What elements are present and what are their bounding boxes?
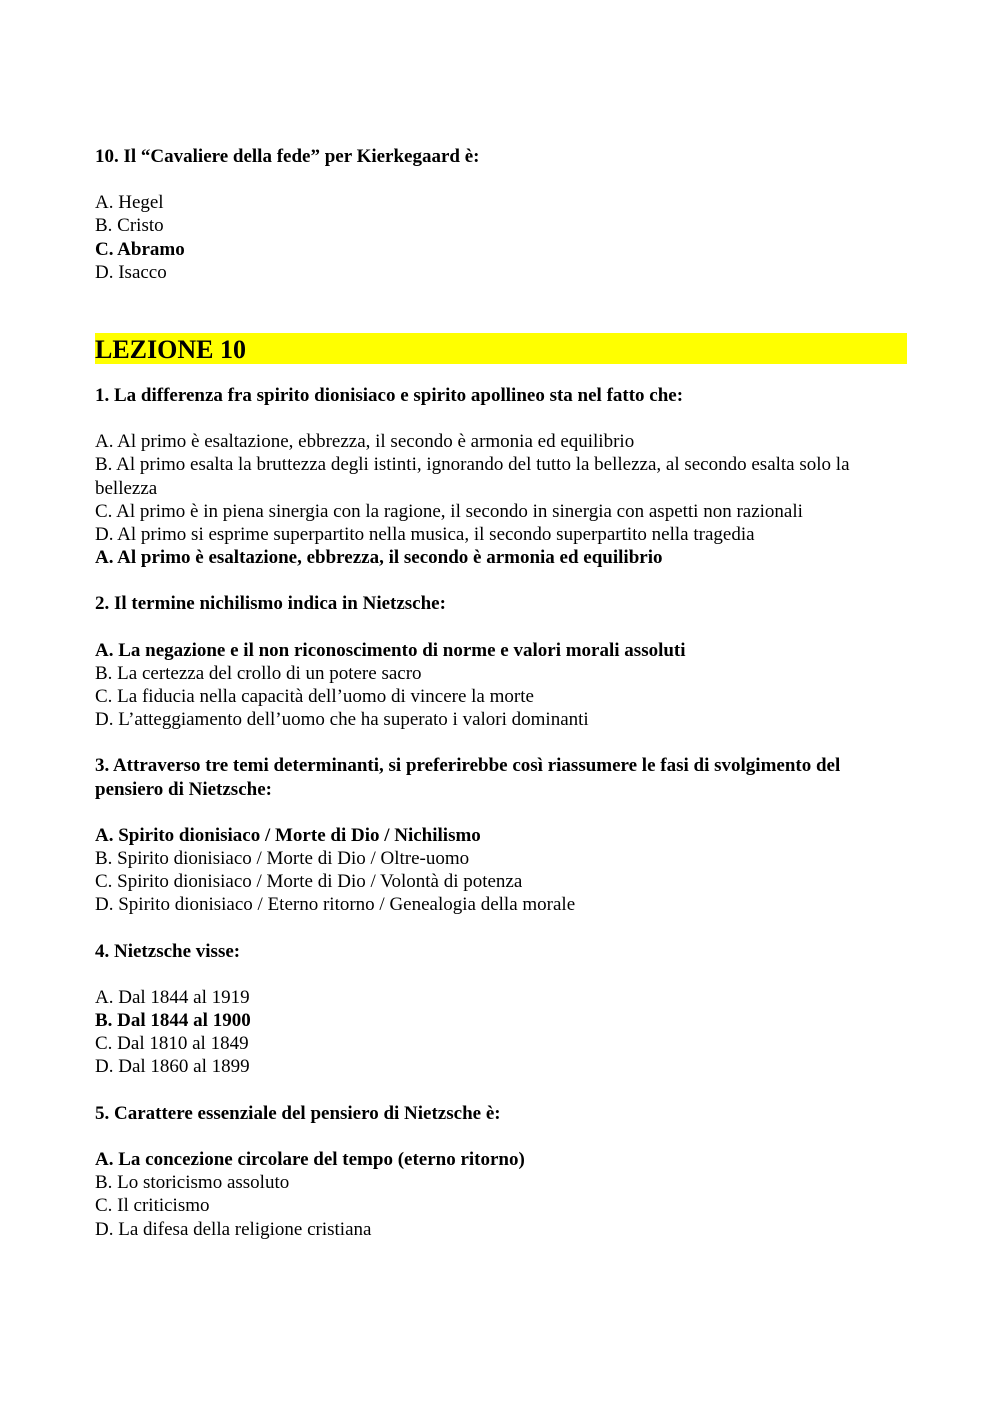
option-a-correct: A. La concezione circolare del tempo (eterno ritorno) [95,1148,525,1170]
question-10-kierkegaard: 10. Il “Cavaliere della fede” per Kierkegaard è: [95,146,480,167]
option-a: A. Al primo è esaltazione, ebbrezza, il secondo è armonia ed equilibrio [95,431,635,453]
option-a-correct: A. Spirito dionisiaco / Morte di Dio / Nichilismo [95,824,481,846]
option-c-correct: C. Abramo [95,238,185,260]
option-b-correct: B. Dal 1844 al 1900 [95,1010,251,1032]
option-b: B. La certezza del crollo di un potere sacro [95,662,422,684]
option-a: A. Hegel [95,192,164,214]
option-d: D. Isacco [95,261,167,283]
option-c: C. Spirito dionisiaco / Morte di Dio / Volontà di potenza [95,871,523,893]
option-b: B. Cristo [95,215,164,237]
correct-answer: A. Al primo è esaltazione, ebbrezza, il secondo è armonia ed equilibrio [95,547,663,569]
question-1: 1. La differenza fra spirito dionisiaco e spirito apollineo sta nel fatto che: [95,385,684,407]
option-b: B. Spirito dionisiaco / Morte di Dio / Oltre-uomo [95,848,470,870]
option-c: C. Dal 1810 al 1849 [95,1033,249,1055]
question-4-options [95,986,907,1079]
option-d: D. Al primo si esprime superpartito nella musica, il secondo superpartito nella tragedia [95,524,755,546]
option-a: A. Dal 1844 al 1919 [95,986,250,1008]
option-b: B. Al primo esalta la bruttezza degli istinti, ignorando del tutto la bellezza, al secondo esalta solo la bellezza [95,454,850,499]
question-2-options [95,639,907,732]
document-page [95,145,907,1264]
option-c: C. La fiducia nella capacità dell’uomo di vincere la morte [95,686,534,708]
option-d: D. L’atteggiamento dell’uomo che ha superato i valori dominanti [95,709,589,731]
question-10-options [95,191,907,284]
option-c: C. Al primo è in piena sinergia con la ragione, il secondo in sinergia con aspetti non razionali [95,500,803,522]
option-d: D. Spirito dionisiaco / Eterno ritorno / Genealogia della morale [95,894,576,916]
option-a-correct: A. La negazione e il non riconoscimento di norme e valori morali assoluti [95,639,686,661]
option-d: D. La difesa della religione cristiana [95,1218,372,1240]
option-b: B. Lo storicismo assoluto [95,1172,290,1194]
question-5: 5. Carattere essenziale del pensiero di Nietzsche è: [95,1102,501,1124]
question-3-options [95,824,907,917]
question-4: 4. Nietzsche visse: [95,940,241,962]
question-2: 2. Il termine nichilismo indica in Nietzsche: [95,593,446,615]
option-c: C. Il criticismo [95,1195,210,1217]
lesson-heading: LEZIONE 10 [95,333,907,364]
option-d: D. Dal 1860 al 1899 [95,1056,250,1078]
question-3: 3. Attraverso tre temi determinanti, si preferirebbe così riassumere le fasi di svolgimento del pensiero di Nietzsche: [95,755,841,800]
question-5-options [95,1148,907,1241]
question-1-options [95,430,907,569]
